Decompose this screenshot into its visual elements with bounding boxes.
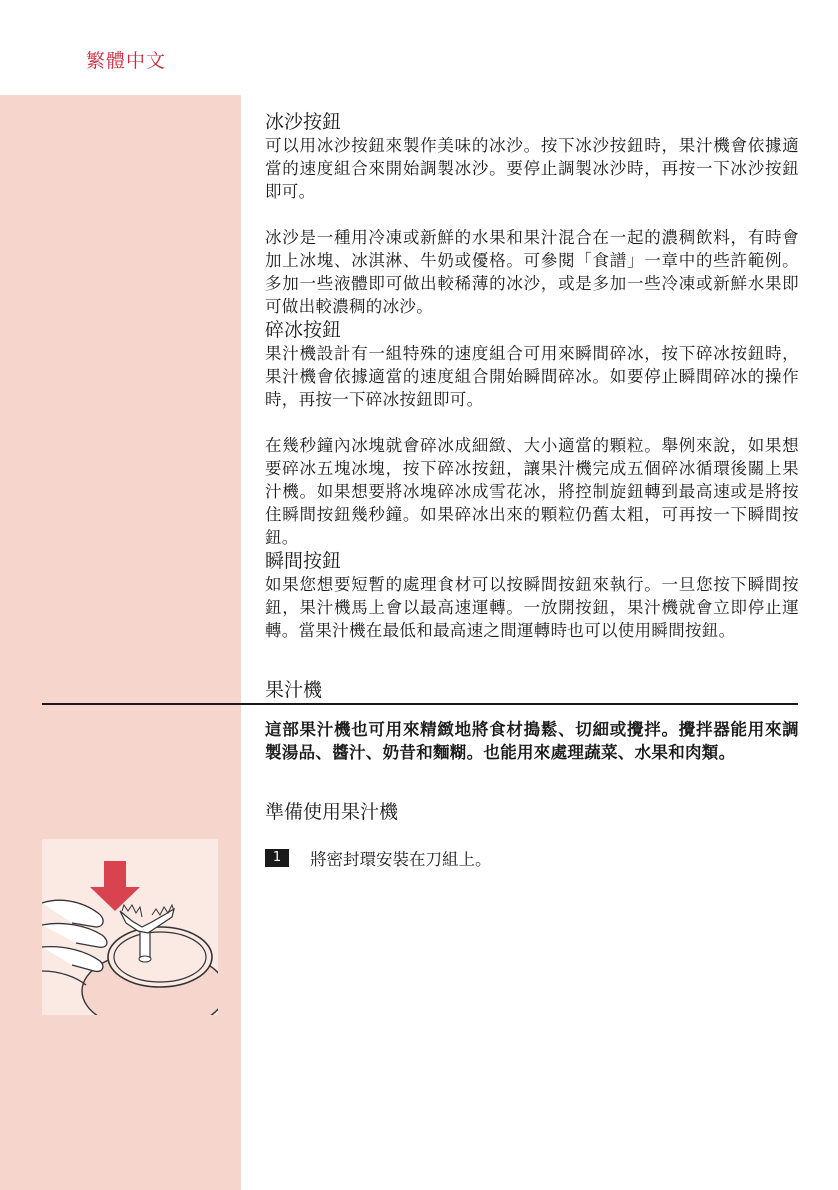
chapter-heading xyxy=(265,678,799,702)
section-ice-crush xyxy=(265,318,799,549)
section-paragraph: 可以用冰沙按鈕來製作美味的冰沙。按下冰沙按鈕時，果汁機會依據適當的速度組合來開始調製冰沙。要停止調製冰沙時，再按一下冰沙按鈕即可。 xyxy=(265,136,799,201)
step-1 xyxy=(265,846,492,870)
section-paragraph: 冰沙是一種用冷凍或新鮮的水果和果汁混合在一起的濃稠飲料，有時會加上冰塊、冰淇淋、牛奶或優格。可參閱「食譜」一章中的些許範例。多加一些液體即可做出較稀薄的冰沙，或是多加一些冷凍或新鮮水果即可做出較濃稠的冰沙。 xyxy=(265,228,799,316)
step-text: 將密封環安裝在刀組上。 xyxy=(310,850,492,869)
chapter-rule xyxy=(42,703,798,705)
section-title: 瞬間按鈕 xyxy=(265,550,342,572)
section-smoothie xyxy=(265,110,799,318)
prep-heading xyxy=(265,800,799,824)
section-title: 冰沙按鈕 xyxy=(265,111,342,133)
chapter-intro xyxy=(265,718,799,764)
sealing-ring-illustration xyxy=(42,839,218,1015)
language-label: 繁體中文 xyxy=(86,50,167,72)
step-number: 1 xyxy=(265,849,289,867)
section-paragraph: 在幾秒鐘內冰塊就會碎冰成細緻、大小適當的顆粒。舉例來說，如果想要碎冰五塊冰塊，按下碎冰按鈕，讓果汁機完成五個碎冰循環後關上果汁機。如果想要將冰塊碎冰成雪花冰，將控制旋鈕轉到最高速或是將按住瞬間按鈕幾秒鐘。如果碎冰出來的顆粒仍舊太粗，可再按一下瞬間按鈕。 xyxy=(265,436,799,547)
section-paragraph: 如果您想要短暫的處理食材可以按瞬間按鈕來執行。一旦您按下瞬間按鈕，果汁機馬上會以最高速運轉。一放開按鈕，果汁機就會立即停止運轉。當果汁機在最低和最高速之間運轉時也可以使用瞬間按鈕。 xyxy=(265,575,799,640)
prep-title: 準備使用果汁機 xyxy=(265,801,399,823)
sidebar-band xyxy=(0,95,241,1190)
section-paragraph: 果汁機設計有一組特殊的速度組合可用來瞬間碎冰，按下碎冰按鈕時，果汁機會依據適當的速度組合開始瞬間碎冰。如要停止瞬間碎冰的操作時，再按一下碎冰按鈕即可。 xyxy=(265,344,799,409)
chapter-intro-text: 這部果汁機也可用來精緻地將食材搗鬆、切細或攪拌。攪拌器能用來調製湯品、醬汁、奶昔和麵糊。也能用來處理蔬菜、水果和肉類。 xyxy=(265,720,799,762)
chapter-title: 果汁機 xyxy=(265,679,323,701)
blade-assembly-icon xyxy=(42,839,218,1015)
section-title: 碎冰按鈕 xyxy=(265,319,342,341)
down-arrow-icon xyxy=(90,861,140,911)
section-pulse xyxy=(265,549,799,642)
